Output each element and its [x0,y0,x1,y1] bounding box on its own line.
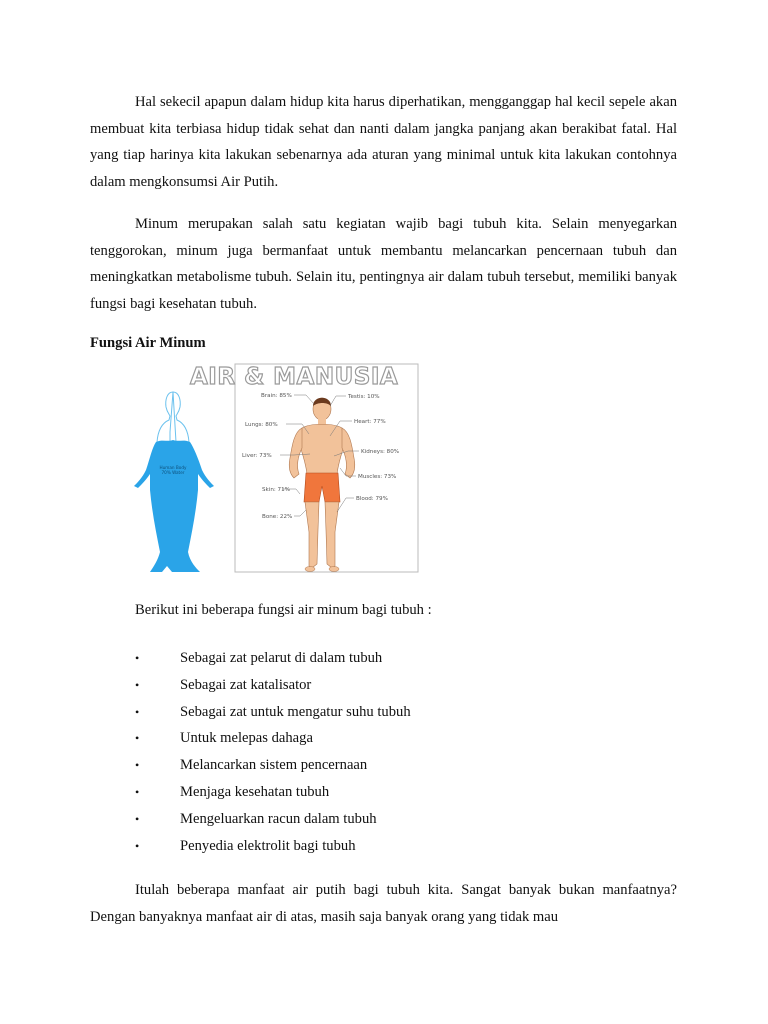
list-item [135,806,411,833]
label-liver: Liver: 73% [242,453,272,459]
label-blood: Blood: 79% [356,496,388,502]
list-item [135,833,411,860]
label-heart: Heart: 77% [354,419,386,425]
label-brain: Brain: 85% [261,393,292,399]
label-muscles: Muscles: 73% [358,474,397,480]
bullet-icon: • [135,758,140,773]
figure-title: AIR & MANUSIA [190,364,399,390]
silhouette-label: Human Body [159,465,187,470]
bullet-icon: • [135,838,140,853]
list-item-text: Sebagai zat pelarut di dalam tubuh [180,650,383,666]
list-item [135,645,411,672]
list-item [135,725,411,752]
label-testis: Testis: 10% [348,394,380,400]
bullet-icon: • [135,784,140,799]
bullet-icon: • [135,731,140,746]
list-item-text: Mengeluarkan racun dalam tubuh [180,810,377,827]
section-heading: Fungsi Air Minum [90,335,206,351]
bullet-icon: • [135,651,140,665]
bullet-icon: • [135,704,140,719]
list-item [135,779,411,806]
list-item [135,672,411,699]
bullet-icon: • [135,677,140,692]
label-kidneys: Kidneys: 80% [361,449,400,455]
label-lungs: Lungs: 80% [245,422,278,428]
paragraph-intro: Hal sekecil apapun dalam hidup kita harus diperhatikan, mengganggap hal kecil sepele akan membuat kita terbiasa hidup tidak sehat dan nanti dalam jangka panjang akan berakibat fatal. Hal yang tiap harinya kita lakukan sebenarnya ada aturan yang minimal untuk kita lakukan contohnya dalam mengkonsumsi Air Putih. [90,94,677,190]
list-item-text: Untuk melepas dahaga [180,730,313,747]
water-body-figure [134,362,424,584]
silhouette-label-sub: 70% Water [161,470,185,475]
list-item-text: Sebagai zat katalisator [180,676,312,693]
list-item [135,699,411,726]
functions-list [135,645,411,859]
list-item-text: Melancarkan sistem pencernaan [180,757,368,774]
list-item-text: Penyedia elektrolit bagi tubuh [180,837,356,854]
bullet-icon: • [135,811,140,826]
list-item-text: Sebagai zat untuk mengatur suhu tubuh [180,703,411,720]
list-item [135,752,411,779]
paragraph-drinking: Minum merupakan salah satu kegiatan wajib bagi tubuh kita. Selain menyegarkan tenggorokan, minum juga bermanfaat untuk membantu melancarkan pencernaan tubuh dan meningkatkan metabolisme tubuh. Selain itu, pentingnya air dalam tubuh tersebut, memiliki banyak fungsi bagi kesehatan tubuh. [90,216,677,312]
functions-intro: Berikut ini beberapa fungsi air minum bagi tubuh : [135,602,432,618]
paragraph-closing: Itulah beberapa manfaat air putih bagi tubuh kita. Sangat banyak bukan manfaatnya? Dengan banyaknya manfaat air di atas, masih saja banyak orang yang tidak mau [90,882,677,925]
water-silhouette [134,392,214,572]
label-bone: Bone: 22% [262,514,293,520]
label-skin: Skin: 71% [262,487,290,493]
list-item-text: Menjaga kesehatan tubuh [180,783,330,800]
